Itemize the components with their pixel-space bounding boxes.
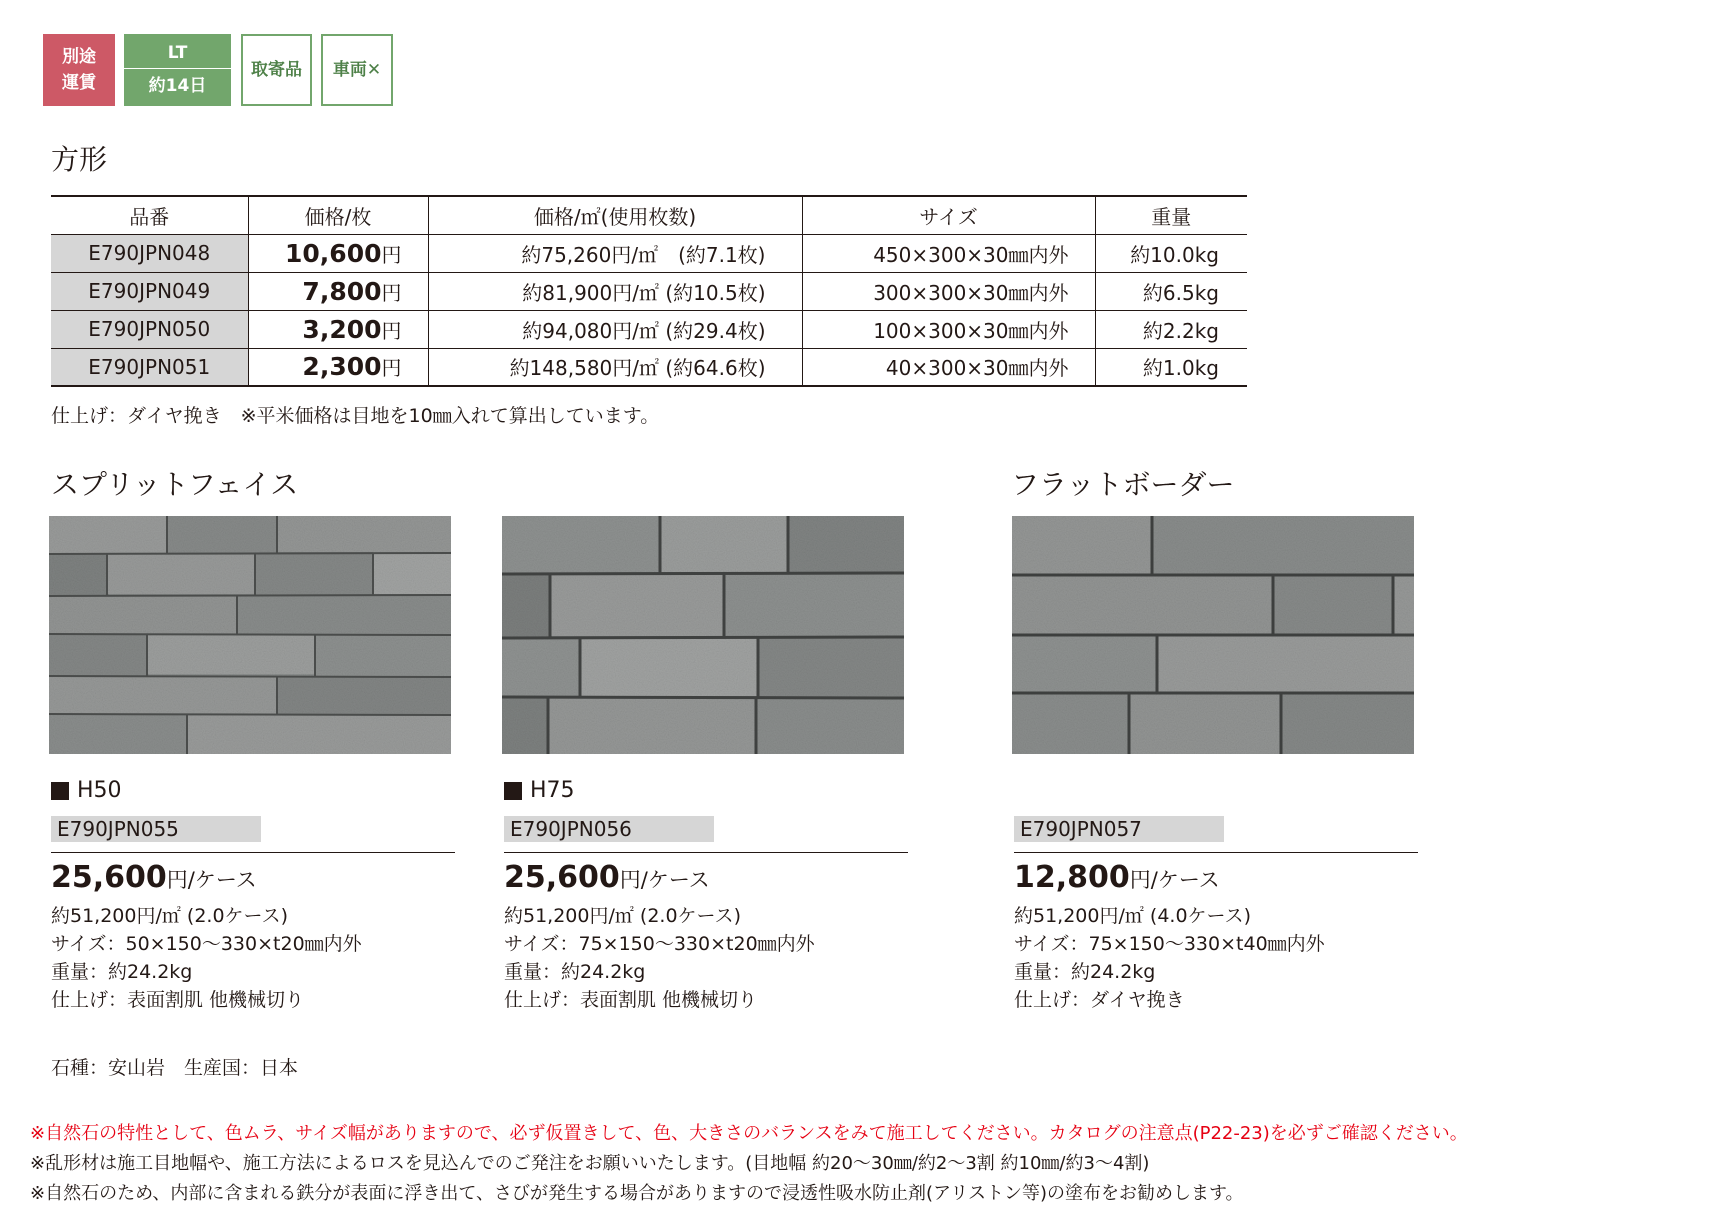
divider: [51, 852, 455, 853]
row-code: E790JPN048: [51, 234, 248, 272]
row-per-m2: 約81,900円/㎡ (約10.5枚): [428, 272, 802, 310]
table-row: [51, 310, 1247, 348]
split-face-title: スプリットフェイス: [51, 468, 299, 501]
row-price: [248, 234, 428, 272]
price-number: 2,300: [302, 352, 382, 382]
product-photo-h50: [49, 516, 451, 754]
product-details: [504, 902, 815, 1014]
caution-natural-stone: ※自然石の特性として、色ムラ、サイズ幅がありますので、必ず仮置きして、色、大きさのバランスをみて施工してください。カタログの注意点(P22-23)を必ずご確認ください。: [30, 1123, 1468, 1144]
price-number: 12,800: [1014, 860, 1130, 895]
caution-irregular-material: ※乱形材は施工目地幅や、施工方法によるロスを見込んでのご発注をお願いいたします。(目地幅 約20～30㎜/約2～3割 約10㎜/約3～4割): [30, 1153, 1150, 1174]
per-m2: 約51,200円/㎡ (2.0ケース): [504, 905, 742, 927]
divider: [504, 852, 908, 853]
price-number: 7,800: [302, 276, 382, 306]
product-details: [1014, 902, 1325, 1014]
product-variant-h75: [504, 778, 575, 803]
row-weight: 約10.0kg: [1095, 234, 1247, 272]
product-code: E790JPN057: [1014, 816, 1224, 842]
price-unit: 円: [381, 318, 402, 343]
price-number: 25,600: [504, 860, 620, 895]
row-code: E790JPN049: [51, 272, 248, 310]
row-code: E790JPN051: [51, 348, 248, 386]
price-number: 10,600: [285, 238, 382, 268]
flat-border-title: フラットボーダー: [1011, 468, 1235, 501]
product-price: [51, 860, 257, 895]
header-code: 品番: [51, 196, 248, 234]
price-unit: 円/ケース: [1129, 868, 1220, 892]
vehicle-badge: 車両✕: [321, 34, 393, 106]
square-note: 仕上げ：ダイヤ挽き ※平米価格は目地を10㎜入れて算出しています。: [51, 405, 660, 427]
price-unit: 円: [381, 242, 402, 267]
row-weight: 約1.0kg: [1095, 348, 1247, 386]
product-code: E790JPN055: [51, 816, 261, 842]
square-section-title: 方形: [51, 143, 108, 176]
weight: 重量：約24.2kg: [1014, 961, 1156, 983]
badge-line-2: 運賃: [62, 73, 96, 93]
square-bullet-icon: [504, 782, 522, 800]
row-weight: 約6.5kg: [1095, 272, 1247, 310]
row-per-m2: 約148,580円/㎡ (約64.6枚): [428, 348, 802, 386]
finish: 仕上げ：表面割肌 他機械切り: [504, 989, 758, 1011]
row-size: 450×300×30㎜内外: [802, 234, 1095, 272]
price-number: 25,600: [51, 860, 167, 895]
header-per-m2: 価格/㎡(使用枚数): [428, 196, 802, 234]
stone-info: 石種：安山岩 生産国：日本: [51, 1057, 299, 1079]
row-code: E790JPN050: [51, 310, 248, 348]
lead-time-label: LT: [124, 38, 231, 69]
square-spec-table: [51, 195, 1247, 387]
caution-rust: ※自然石のため、内部に含まれる鉄分が表面に浮き出て、さびが発生する場合がありますので浸透性吸水防止剤(アリストン等)の塗布をお勧めします。: [30, 1183, 1244, 1204]
header-size: サイズ: [802, 196, 1095, 234]
table-header-row: [51, 196, 1247, 234]
lead-time-value: 約14日: [148, 75, 207, 96]
product-price: [504, 860, 710, 895]
size: サイズ：75×150～330×t20㎜内外: [504, 933, 815, 955]
price-number: 3,200: [302, 314, 382, 344]
row-per-m2: 約75,260円/㎡ (約7.1枚): [428, 234, 802, 272]
per-m2: 約51,200円/㎡ (2.0ケース): [51, 905, 289, 927]
price-unit: 円/ケース: [166, 868, 257, 892]
per-m2: 約51,200円/㎡ (4.0ケース): [1014, 905, 1252, 927]
divider: [1014, 852, 1418, 853]
badge-line-1: 別途: [62, 47, 96, 67]
table-row: [51, 234, 1247, 272]
separate-freight-badge: [43, 34, 115, 106]
variant-label: H75: [530, 778, 575, 803]
header-weight: 重量: [1095, 196, 1247, 234]
product-details: [51, 902, 362, 1014]
finish: 仕上げ：表面割肌 他機械切り: [51, 989, 305, 1011]
product-photo-h75: [502, 516, 904, 754]
size: サイズ：50×150～330×t20㎜内外: [51, 933, 362, 955]
row-price: [248, 272, 428, 310]
row-price: [248, 348, 428, 386]
header-price: 価格/枚: [248, 196, 428, 234]
product-photo-flat-border: [1012, 516, 1414, 754]
row-size: 300×300×30㎜内外: [802, 272, 1095, 310]
row-per-m2: 約94,080円/㎡ (約29.4枚): [428, 310, 802, 348]
product-price: [1014, 860, 1220, 895]
price-unit: 円: [381, 356, 402, 381]
order-item-badge: 取寄品: [241, 34, 312, 106]
row-weight: 約2.2kg: [1095, 310, 1247, 348]
weight: 重量：約24.2kg: [504, 961, 646, 983]
size: サイズ：75×150～330×t40㎜内外: [1014, 933, 1325, 955]
variant-label: H50: [77, 778, 122, 803]
square-bullet-icon: [51, 782, 69, 800]
price-unit: 円: [381, 280, 402, 305]
product-code: E790JPN056: [504, 816, 714, 842]
weight: 重量：約24.2kg: [51, 961, 193, 983]
row-size: 100×300×30㎜内外: [802, 310, 1095, 348]
table-row: [51, 272, 1247, 310]
table-row: [51, 348, 1247, 386]
price-unit: 円/ケース: [619, 868, 710, 892]
lead-time-badge: [124, 34, 231, 106]
row-price: [248, 310, 428, 348]
row-size: 40×300×30㎜内外: [802, 348, 1095, 386]
product-variant-h50: [51, 778, 122, 803]
finish: 仕上げ：ダイヤ挽き: [1014, 989, 1185, 1011]
